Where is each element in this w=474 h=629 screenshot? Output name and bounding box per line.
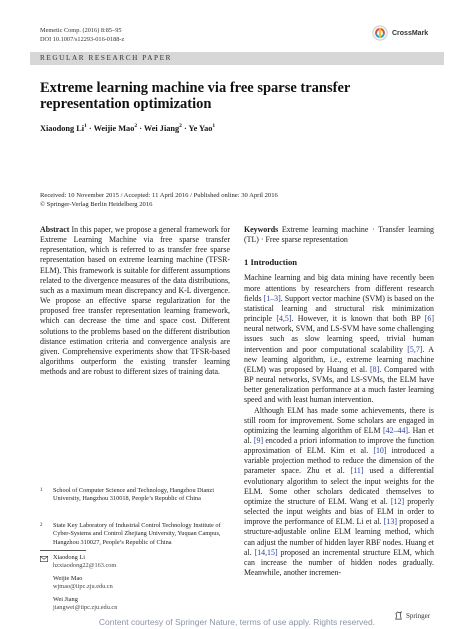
paragraph-text: properly selected the input weights and bias of ELM in order to improve the performance of ELM. Li et al. <box>244 496 434 527</box>
journal-meta <box>40 26 124 44</box>
author-list <box>40 123 215 133</box>
author-affiliation-mark: 2 <box>134 123 138 129</box>
affiliation-1 <box>40 487 230 517</box>
paper-title: Extreme learning machine via free sparse transfer representation optimization <box>40 80 351 112</box>
paragraph-text: proposed a structure-adjustable online ELM learning method, which can adjust the number of hidden layer RBF nodes. Huang et al. <box>244 517 434 557</box>
citation-link[interactable]: [12] <box>390 496 405 506</box>
crossmark-label: CrossMark <box>392 29 429 37</box>
paragraph-text: introduced a variable projection method to reduce the dimension of the parameter space. Zhu et al. <box>244 446 434 476</box>
paragraph-text: . Support vector machine (SVM) is based on the statistical learning and structural risk minimization principle <box>244 293 434 324</box>
section-heading: 1 Introduction <box>244 257 298 268</box>
author-name[interactable]: Ye Yao <box>188 123 213 133</box>
paragraph-text: . However, it is known that both BP <box>291 314 425 324</box>
contact-email[interactable]: jiangwei@iipc.zju.edu.cn <box>53 604 118 612</box>
contact-name: Weijie Mao <box>53 574 83 582</box>
intro-paragraph-2 <box>244 406 434 579</box>
citation-link[interactable]: [1–3] <box>263 293 281 303</box>
citation-link[interactable]: [14,15] <box>254 547 278 557</box>
paragraph-text: proposed an incremental structure ELM, which can increase the number of hidden nodes gradually. Meanwhile, another incremen- <box>244 547 434 577</box>
paragraph-text: used a differential evolutionary algorithm to select the input weights for the ELM. Some other scholars dedicated themselves to optimize the structure of ELM. Wang et al. <box>244 466 434 506</box>
courtesy-footer: Content courtesy of Springer Nature, terms of use apply. Rights reserved. <box>98 617 376 627</box>
paragraph-text: Although ELM has made some achievements, there is still room for improvement. Some scholars are engaged in optimizing the learning algorithm of ELM <box>244 405 434 435</box>
affiliation-text: State Key Laboratory of Industrial Control Technology Institute of Cyber-Systems and Control Zhejiang University, Yuquan Campus, Hangzhou 310027, People’s Republic of China <box>53 522 221 546</box>
publication-history <box>40 192 278 209</box>
crossmark-icon <box>372 25 388 41</box>
author-separator: · <box>183 123 189 133</box>
author-affiliation-mark: 1 <box>212 123 216 129</box>
paragraph-text: . Compared with BP neural networks, SVMs, and LS-SVMs, the ELM have better generalization performance at a much faster learning speed and with least human intervention. <box>244 364 434 405</box>
author-name[interactable]: Xiaodong Li <box>40 123 85 133</box>
affiliation-number: 2 <box>40 523 43 528</box>
paragraph-text: . A new learning algorithm, i.e., extreme learning machine (ELM) was proposed by Huang et al. <box>244 344 434 374</box>
keywords-block <box>244 225 434 245</box>
abstract-label: Abstract <box>40 225 70 234</box>
citation-link[interactable]: [5,7] <box>407 344 423 354</box>
contact-email[interactable]: wjmao@iipc.zju.edu.cn <box>53 583 113 591</box>
citation-link[interactable]: [13] <box>383 517 397 527</box>
contact-block <box>40 554 117 612</box>
contact-name: Xiaodong Li <box>53 554 86 561</box>
affiliation-2 <box>40 522 230 562</box>
keywords-label: Keywords <box>244 225 279 234</box>
intro-paragraph-1 <box>244 273 434 405</box>
doi-link[interactable]: DOI 10.1007/s12293-016-0188-z <box>40 36 125 43</box>
affiliation-text: School of Computer Science and Technology, Hangzhou Dianzi University, Hangzhou 310018, People’s Republic of China <box>53 487 214 503</box>
contact-email[interactable]: hzxiaodong22@163.com <box>53 562 117 570</box>
citation-link[interactable]: [8] <box>370 364 380 374</box>
paragraph-text: . Han et al. <box>244 425 434 445</box>
author-name[interactable]: Wei Jiang <box>143 123 180 133</box>
abstract-block <box>40 225 230 377</box>
citation-link[interactable]: [42–44] <box>383 425 409 435</box>
crossmark-badge[interactable] <box>372 24 442 42</box>
article-type-label: REGULAR RESEARCH PAPER <box>40 54 172 62</box>
affiliation-number: 1 <box>40 488 43 493</box>
citation-link[interactable]: [4,5] <box>276 314 292 324</box>
copyright-line: © Springer-Verlag Berlin Heidelberg 2016 <box>40 200 153 208</box>
citation-link[interactable]: [6] <box>424 314 434 324</box>
history-dates: Received: 10 November 2015 / Accepted: 11 April 2016 / Published online: 30 April 2016 <box>40 192 278 199</box>
citation-link[interactable]: [9] <box>253 435 264 445</box>
author-name[interactable]: Weijie Mao <box>93 123 135 133</box>
keywords-text: Extreme learning machine · Transfer learning (TL) · Free sparse representation <box>244 225 434 245</box>
author-affiliation-mark: 1 <box>84 123 87 129</box>
citation-link[interactable]: [10] <box>373 446 387 456</box>
citation-link[interactable]: [11] <box>350 466 364 476</box>
author-separator: · <box>88 123 94 133</box>
paragraph-text: neural network, SVM, and LS-SVM have some challenging issues such as slow learning speed, trivial human intervention and poor computational scalability <box>244 324 434 354</box>
publisher-label: Springer <box>406 611 431 620</box>
author-separator: · <box>139 123 144 133</box>
paragraph-text: encoded a priori information to improve the function approximation of ELM. Kim et al. <box>244 435 435 456</box>
journal-citation: Memetic Comp. (2016) 8:85–95 <box>40 27 122 34</box>
contact-entry <box>40 575 117 592</box>
right-column <box>244 225 434 578</box>
paragraph-text: Machine learning and big data mining have recently been more attentions by researchers from different research fields <box>244 273 434 303</box>
contact-name: Wei Jiang <box>53 595 78 603</box>
abstract-text: In this paper, we propose a general framework for Extreme Learning Machine via free sparse transfer representation, which is referred to as transfer free sparse representation based on extreme learning machine (TFSR-ELM). This framework is suitable for different assumptions related to the divergence measures of the data distributions, such as a maximum mean discrepancy and K-L divergence. We propose an effective sparse regularization for the proposed free transfer representation learning framework, which can decrease the time and space cost. Different solutions to the problems based on the different distribution distance estimation criteria and convergence analysis are given. Comprehensive experiments show that TFSR-based algorithms outperform the existing transfer learning methods and are robust to different sizes of training data. <box>40 225 230 377</box>
contact-entry <box>40 596 117 613</box>
article-type-banner <box>30 52 444 65</box>
author-affiliation-mark: 2 <box>179 123 182 129</box>
